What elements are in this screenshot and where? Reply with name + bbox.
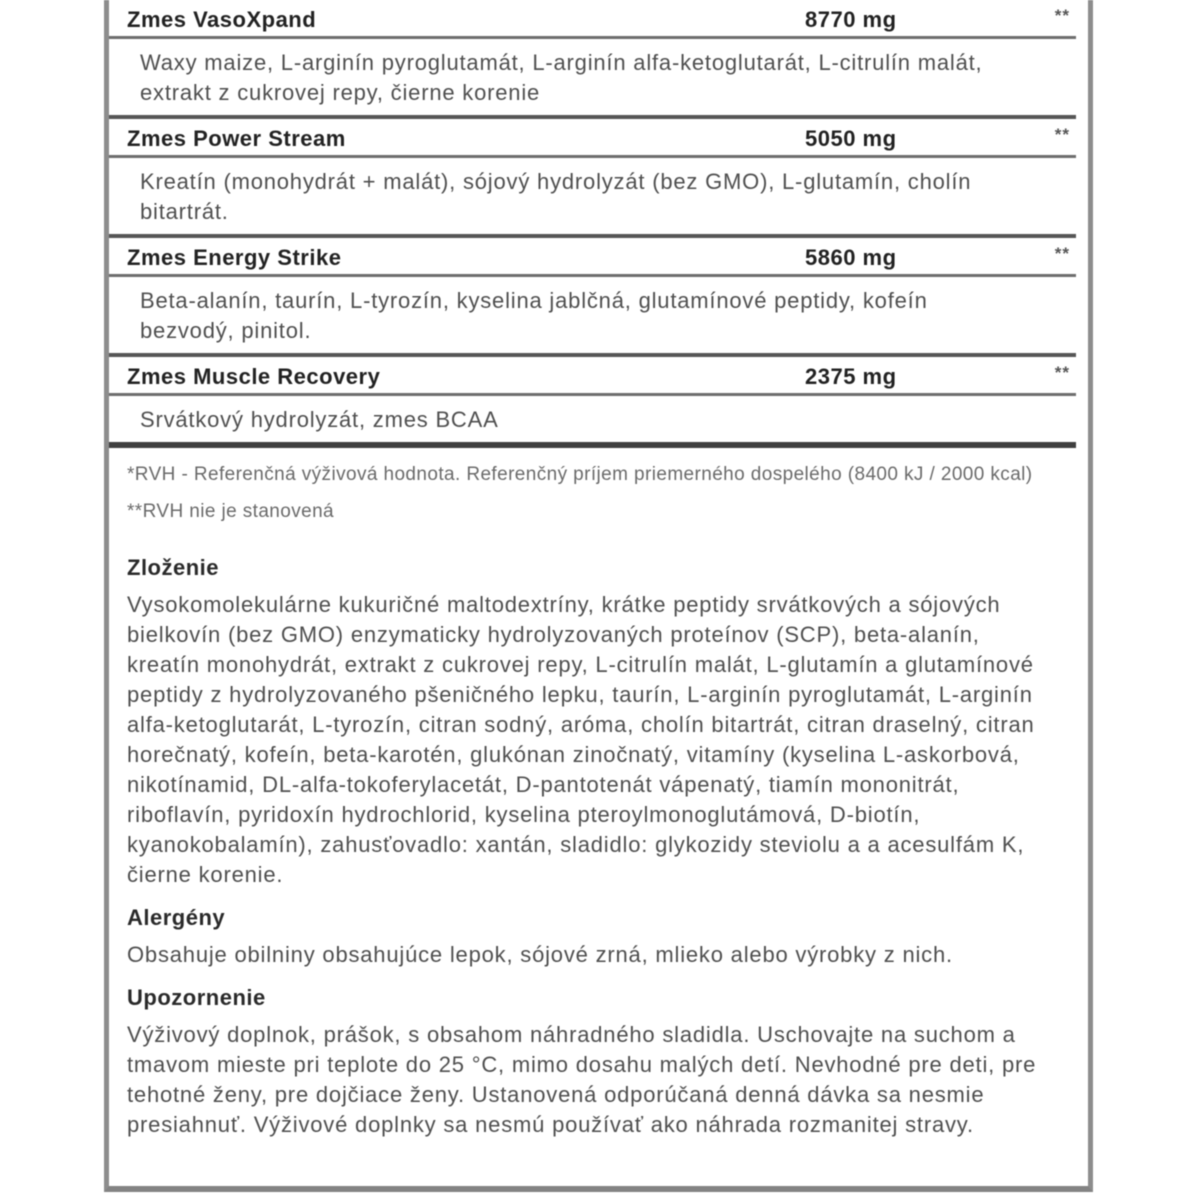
allergens-text: Obsahuje obilniny obsahujúce lepok, sójové zrná, mlieko alebo výrobky z nich. [127, 942, 953, 967]
blend-header-row [109, 0, 1076, 36]
blend-section-energy-strike [109, 238, 1076, 357]
blend-ingredients: Beta-alanín, taurín, L-tyrozín, kyselina jablčná, glutamínové peptidy, kofeín bezvodý, pinitol. [140, 288, 928, 343]
rvh-asterisks: ** [1054, 363, 1070, 382]
supplement-facts-content [109, 0, 1076, 1140]
supplement-facts-panel [104, 0, 1093, 1192]
rvh-asterisks: ** [1054, 125, 1070, 144]
blend-section-muscle-recovery [109, 357, 1076, 448]
blend-section-vasoxpand [109, 0, 1076, 119]
blend-section-power-stream [109, 119, 1076, 238]
footnote-rvh-not-set: **RVH nie je stanovená [127, 501, 335, 522]
blend-ingredients: Waxy maize, L-arginín pyroglutamát, L-arginín alfa-ketoglutarát, L-citrulín malát, extrakt z cukrovej repy, čierne korenie [140, 50, 983, 105]
blend-header-row [109, 357, 1076, 393]
blend-amount: 5050 mg [805, 126, 897, 151]
warning-text: Výživový doplnok, prášok, s obsahom náhradného sladidla. Uschovajte na suchom a tmavom mieste pri teplote do 25 °C, mimo dosahu malých detí. Nevhodné pre deti, pre tehotné ženy, pre dojčiace ženy. Ustanovená odporúčaná denná dávka sa nesmie presiahnuť. Výživové doplnky sa nesmú používať ako náhrada rozmanitej stravy. [127, 1022, 1037, 1137]
blend-header-row [109, 238, 1076, 274]
allergens-heading: Alergény [127, 905, 226, 930]
composition-text: Vysokomolekulárne kukuričné maltodextríny, krátke peptidy srvátkových a sójových bielkovín (bez GMO) enzymaticky hydrolyzovaných proteínov (SCP), beta-alanín, kreatín monohydrát, extrakt z cukrovej repy, L-citrulín malát, L-glutamín a glutamínové peptidy z hydrolyzovaného pšeničného lepku, taurín, L-arginín pyroglutamát, L-arginín alfa-ketoglutarát, L-tyrozín, citran sodný, aróma, cholín bitartrát, citran draselný, citran horečnatý, kofeín, beta-karotén, glukónan zinočnatý, vitamíny (kyselina L-askorbová, nikotínamid, DL-alfa-tokoferylacetát, D-pantotenát vápenatý, tiamín mononitrát, riboflavín, pyridoxín hydrochlorid, kyselina pteroylmonoglutámová, D-biotín, kyanokobalamín), zahusťovadlo: xantán, sladidlo: glykozidy steviolu a a acesulfám K, čierne korenie. [127, 592, 1035, 887]
footnote-rvh-definition: *RVH - Referenčná výživová hodnota. Referenčný príjem priemerného dospelého (8400 kJ / 2000 kcal) [127, 464, 1033, 485]
blend-header-row [109, 119, 1076, 155]
blend-ingredients: Kreatín (monohydrát + malát), sójový hydrolyzát (bez GMO), L-glutamín, cholín bitartrát. [140, 169, 972, 224]
composition-heading: Zloženie [127, 555, 220, 580]
blend-name: Zmes Energy Strike [127, 245, 342, 270]
blend-amount: 8770 mg [805, 7, 897, 32]
blend-name: Zmes Muscle Recovery [127, 364, 381, 389]
rvh-asterisks: ** [1054, 244, 1070, 263]
blend-name: Zmes VasoXpand [127, 7, 317, 32]
blend-name: Zmes Power Stream [127, 126, 346, 151]
warning-heading: Upozornenie [127, 985, 266, 1010]
blend-amount: 5860 mg [805, 245, 897, 270]
blend-ingredients: Srvátkový hydrolyzát, zmes BCAA [140, 407, 499, 432]
rvh-asterisks: ** [1054, 6, 1070, 25]
blend-amount: 2375 mg [805, 364, 897, 389]
footnotes-block [109, 448, 1076, 540]
